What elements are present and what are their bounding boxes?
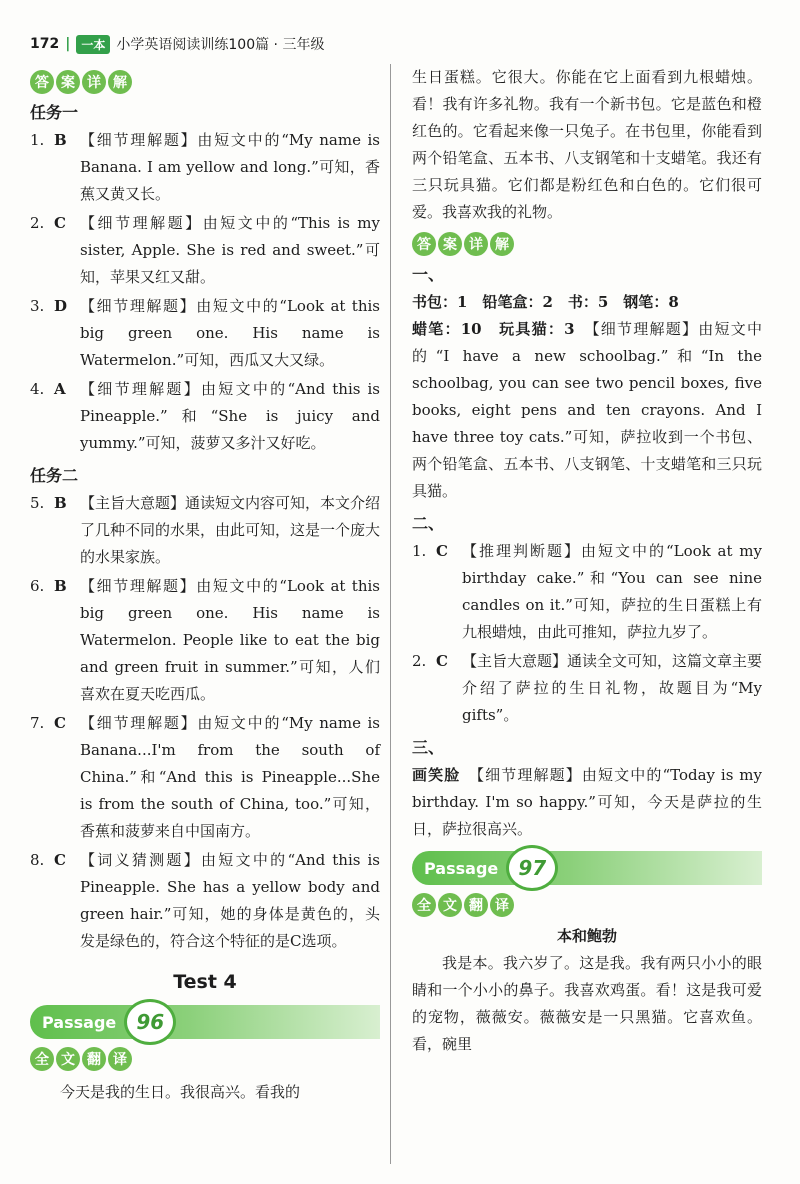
part3-title: 三、 xyxy=(412,738,445,757)
list-item xyxy=(30,847,380,955)
brand-logo: 一本 xyxy=(76,35,110,54)
badge-char: 答 xyxy=(30,70,54,94)
list-item xyxy=(30,127,380,208)
badge-char: 译 xyxy=(490,893,514,917)
test-title: Test 4 xyxy=(173,971,237,993)
item-answer: D xyxy=(54,297,68,315)
translation-badge xyxy=(30,1047,380,1071)
list-item xyxy=(30,293,380,374)
badge-char: 全 xyxy=(412,893,436,917)
badge-char: 翻 xyxy=(82,1047,106,1071)
column-divider xyxy=(390,64,391,1164)
badge-char: 案 xyxy=(56,70,80,94)
story-title: 本和鲍勃 xyxy=(556,927,617,945)
item-number: 2. xyxy=(412,652,427,670)
item-number: 2. xyxy=(30,214,45,232)
item-explanation: 【细节理解题】由短文中的“My name is Banana. I am yellow and long.”可知，香蕉又黄又长。 xyxy=(80,131,380,203)
part2-title: 二、 xyxy=(412,514,445,533)
passage-number: 96 xyxy=(124,999,176,1045)
badge-char: 翻 xyxy=(464,893,488,917)
task2-title: 任务二 xyxy=(30,466,79,485)
part1-answers-bold: 蜡笔：10 玩具猫：3 xyxy=(412,320,575,338)
item-answer: B xyxy=(54,494,67,512)
passage-label: Passage xyxy=(424,858,499,878)
page-header xyxy=(30,30,380,58)
list-item xyxy=(30,710,380,845)
list-item xyxy=(30,210,380,291)
item-number: 8. xyxy=(30,851,45,869)
part1-explanation xyxy=(412,316,762,505)
item-answer: C xyxy=(436,542,448,560)
translation-text: 今天是我的生日。我很高兴。看我的 xyxy=(60,1083,301,1101)
badge-char: 答 xyxy=(412,232,436,256)
part1-title: 一、 xyxy=(412,265,445,284)
list-item xyxy=(412,538,762,646)
item-number: 3. xyxy=(30,297,45,315)
item-explanation: 【细节理解题】由短文中的“Look at this big green one. His name is Watermelon.”可知，西瓜又大又绿。 xyxy=(80,297,380,369)
part1-explanation-text: 【细节理解题】由短文中的“I have a new schoolbag.”和“In the schoolbag, you can see two pencil boxes, five books, eight pens and ten crayons. And I have three toy cats.”可知，萨拉收到一个书包、两个铅笔盒、五本书、八支钢笔、十支蜡笔和三只玩具猫。 xyxy=(412,320,762,500)
translation-badge xyxy=(412,893,762,917)
badge-char: 解 xyxy=(490,232,514,256)
item-number: 1. xyxy=(30,131,45,149)
item-explanation: 【主旨大意题】通读全文可知，这篇文章主要介绍了萨拉的生日礼物，故题目为“My gifts”。 xyxy=(462,652,763,724)
item-answer: A xyxy=(54,380,66,398)
book-title: 小学英语阅读训练100篇 · 三年级 xyxy=(116,37,325,53)
item-answer: C xyxy=(436,652,448,670)
part3-explanation-text: 【细节理解题】由短文中的“Today is my birthday. I'm so happy.”可知，今天是萨拉的生日，萨拉很高兴。 xyxy=(412,766,762,838)
passage-banner xyxy=(30,1005,380,1039)
page-number: 172 xyxy=(30,36,60,52)
badge-char: 文 xyxy=(438,893,462,917)
badge-char: 全 xyxy=(30,1047,54,1071)
item-answer: C xyxy=(54,714,66,732)
list-item xyxy=(30,376,380,457)
item-number: 5. xyxy=(30,494,45,512)
answer-badge xyxy=(30,70,380,94)
badge-char: 详 xyxy=(82,70,106,94)
list-item xyxy=(30,490,380,571)
list-item xyxy=(412,648,762,729)
passage-label: Passage xyxy=(42,1012,117,1032)
item-answer: C xyxy=(54,214,66,232)
translation-continued: 生日蛋糕。它很大。你能在它上面看到九根蜡烛。看！我有许多礼物。我有一个新书包。它是蓝色和橙红色的。它看起来像一只兔子。在书包里，你能看到两个铅笔盒、五本书、八支钢笔和十支蜡笔。我还有三只玩具猫。它们都是粉红色和白色的。它们很可爱。我喜欢我的礼物。 xyxy=(412,68,762,221)
item-answer: C xyxy=(54,851,66,869)
passage-banner xyxy=(412,851,762,885)
item-explanation: 【推理判断题】由短文中的“Look at my birthday cake.”和“You can see nine candles on it.”可知，萨拉的生日蛋糕上有九根蜡烛，由此可推知，萨拉九岁了。 xyxy=(462,542,762,641)
item-answer: B xyxy=(54,131,67,149)
part3-answer: 画笑脸 xyxy=(412,766,461,784)
left-column xyxy=(30,64,380,1106)
item-number: 7. xyxy=(30,714,45,732)
item-explanation: 【细节理解题】由短文中的“My name is Banana...I'm from the south of China.”和“And this is Pineapple...She is from the south of China, too.”可知，香蕉和菠萝来自中国南方。 xyxy=(80,714,380,840)
item-number: 1. xyxy=(412,542,427,560)
badge-char: 译 xyxy=(108,1047,132,1071)
badge-char: 详 xyxy=(464,232,488,256)
story-text: 我是本。我六岁了。这是我。我有两只小小的眼睛和一个小小的鼻子。我喜欢鸡蛋。看！这是我可爱的宠物，薇薇安。薇薇安是一只黑猫。它喜欢鱼。看，碗里 xyxy=(412,954,762,1053)
item-explanation: 【细节理解题】由短文中的“Look at this big green one. His name is Watermelon. People like to eat the big and green fruit in summer.”可知，人们喜欢在夏天吃西瓜。 xyxy=(80,577,380,703)
right-column xyxy=(412,64,762,1058)
item-explanation: 【词义猜测题】由短文中的“And this is Pineapple. She has a yellow body and green hair.”可知，她的身体是黄色的，头发是绿色的，符合这个特征的是C选项。 xyxy=(80,851,380,950)
passage-number: 97 xyxy=(506,845,558,891)
item-explanation: 【细节理解题】由短文中的“And this is Pineapple.”和“She is juicy and yummy.”可知，菠萝又多汁又好吃。 xyxy=(80,380,380,452)
part3-explanation xyxy=(412,762,762,843)
badge-char: 案 xyxy=(438,232,462,256)
task1-title: 任务一 xyxy=(30,103,79,122)
item-number: 6. xyxy=(30,577,45,595)
item-answer: B xyxy=(54,577,67,595)
list-item xyxy=(30,573,380,708)
badge-char: 解 xyxy=(108,70,132,94)
answer-badge xyxy=(412,232,762,256)
item-explanation: 【主旨大意题】通读短文内容可知，本文介绍了几种不同的水果，由此可知，这是一个庞大的水果家族。 xyxy=(80,494,381,566)
header-separator: | xyxy=(65,36,71,52)
item-number: 4. xyxy=(30,380,45,398)
badge-char: 文 xyxy=(56,1047,80,1071)
item-explanation: 【细节理解题】由短文中的“This is my sister, Apple. She is red and sweet.”可知，苹果又红又甜。 xyxy=(80,214,380,286)
part1-answers: 书包：1 铅笔盒：2 书：5 钢笔：8 xyxy=(412,293,679,311)
